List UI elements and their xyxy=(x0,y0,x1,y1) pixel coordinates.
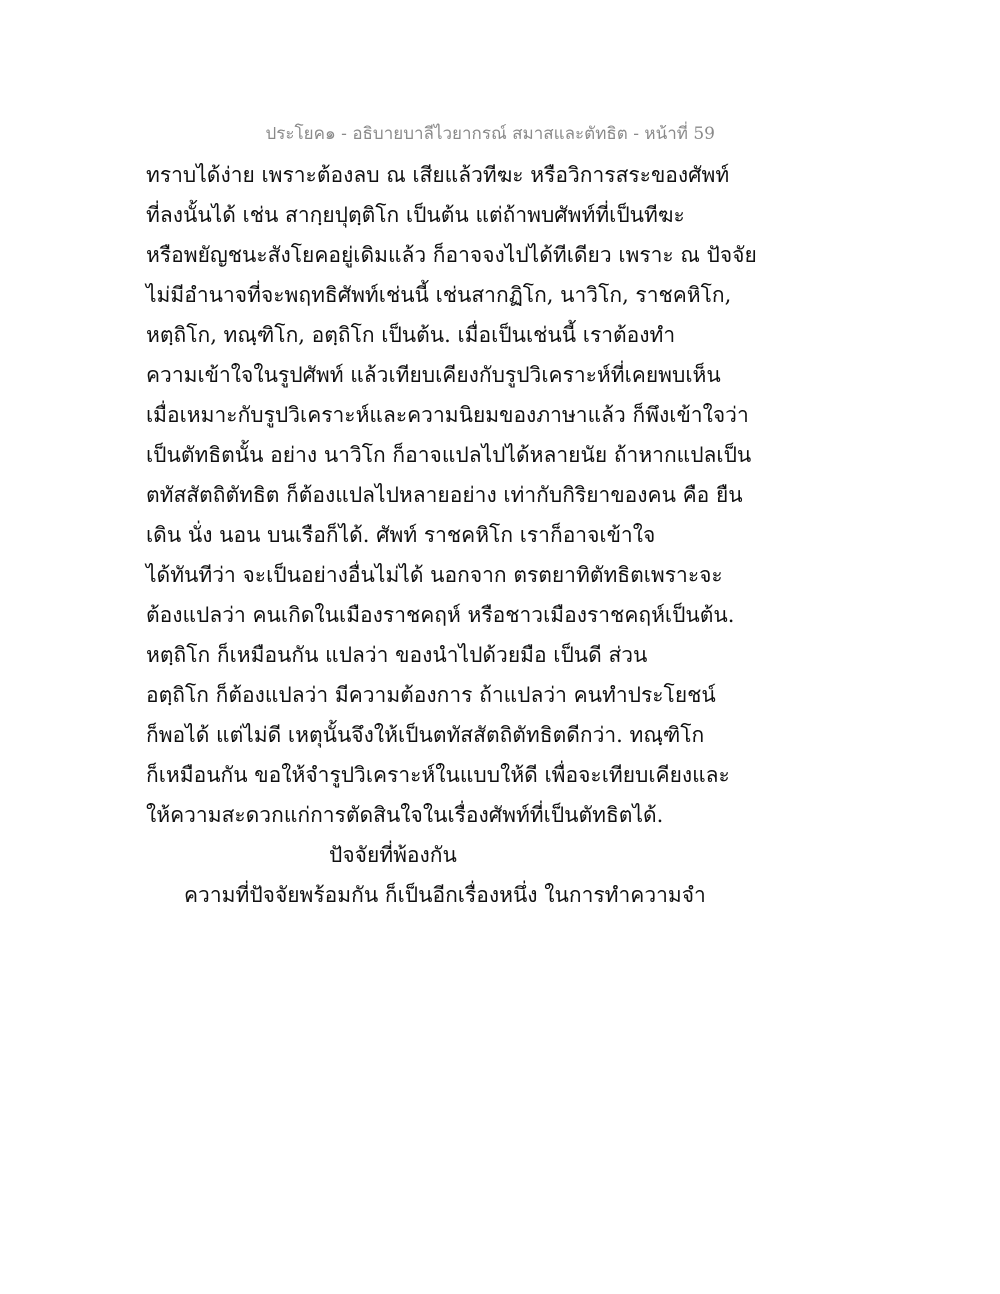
text-line: ที่ลงนั้นได้ เช่น สากฺยปุตฺติโก เป็นต้น แต่ถ้าพบศัพท์ที่เป็นทีฆะ xyxy=(146,203,685,227)
body-text xyxy=(146,158,766,918)
text-line: หตฺถิโก, ทณฺฑิโก, อตฺถิโก เป็นต้น. เมื่อเป็นเช่นนี้ เราต้องทำ xyxy=(146,323,676,347)
text-line: ได้ทันทีว่า จะเป็นอย่างอื่นไม่ได้ นอกจาก ตรตยาทิตัทธิตเพราะจะ xyxy=(146,563,723,587)
text-line: ต้องแปลว่า คนเกิดในเมืองราชคฤห์ หรือชาวเมืองราชคฤห์เป็นต้น. xyxy=(146,603,735,627)
text-line: ก็เหมือนกัน ขอให้จำรูปวิเคราะห์ในแบบให้ดี เพื่อจะเทียบเคียงและ xyxy=(146,763,730,787)
text-line: ก็พอได้ แต่ไม่ดี เหตุนั้นจึงให้เป็นตทัสสัตถิตัทธิตดีกว่า. ทณฺฑิโก xyxy=(146,723,705,747)
text-line: ตทัสสัตถิตัทธิต ก็ต้องแปลไปหลายอย่าง เท่ากับกิริยาของคน คือ ยืน xyxy=(146,483,743,507)
page-header: ประโยค๑ - อธิบายบาลีไวยากรณ์ สมาสและตัทธิต - หน้าที่ 59 xyxy=(265,124,715,144)
paragraph-line: ความที่ปัจจัยพร้อมกัน ก็เป็นอีกเรื่องหนึ่ง ในการทำความจำ xyxy=(184,883,706,907)
text-line: ให้ความสะดวกแก่การตัดสินใจในเรื่องศัพท์ที่เป็นตัทธิตได้. xyxy=(146,803,664,827)
text-line: หรือพยัญชนะสังโยคอยู่เดิมแล้ว ก็อาจจงไปได้ทีเดียว เพราะ ณ ปัจจัย xyxy=(146,243,757,267)
text-line: ทราบได้ง่าย เพราะต้องลบ ณ เสียแล้วทีฆะ หรือวิการสระของศัพท์ xyxy=(146,163,730,187)
text-line: อตฺถิโก ก็ต้องแปลว่า มีความต้องการ ถ้าแปลว่า คนทำประโยชน์ xyxy=(146,683,716,707)
text-line: เป็นตัทธิตนั้น อย่าง นาวิโก ก็อาจแปลไปได้หลายนัย ถ้าหากแปลเป็น xyxy=(146,443,752,467)
text-line: หตฺถิโก ก็เหมือนกัน แปลว่า ของนำไปด้วยมือ เป็นดี ส่วน xyxy=(146,643,648,667)
text-line: เมื่อเหมาะกับรูปวิเคราะห์และความนิยมของภาษาแล้ว ก็พึงเข้าใจว่า xyxy=(146,403,749,427)
section-heading: ปัจจัยที่พ้องกัน xyxy=(329,843,457,867)
text-line: ไม่มีอำนาจที่จะพฤทธิศัพท์เช่นนี้ เช่นสากฏิโก, นาวิโก, ราชคหิโก, xyxy=(146,283,732,307)
text-line: ความเข้าใจในรูปศัพท์ แล้วเทียบเคียงกับรูปวิเคราะห์ที่เคยพบเห็น xyxy=(146,363,721,387)
text-line: เดิน นั่ง นอน บนเรือก็ได้. ศัพท์ ราชคหิโก เราก็อาจเข้าใจ xyxy=(146,523,656,547)
